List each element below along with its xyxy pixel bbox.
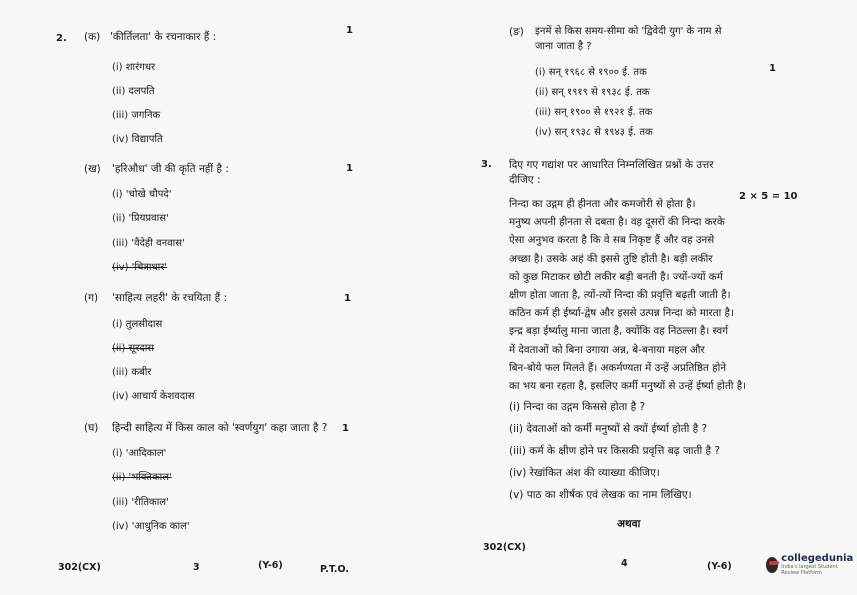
option: (iii) जगनिक: [112, 110, 161, 121]
passage-line: निन्दा का उद्गम ही हीनता और कमजोरी से होता है।: [509, 198, 696, 210]
question-text: 'हरिऔध' जी की कृति नहीं है :: [112, 163, 229, 175]
option: (i) तुलसीदास: [112, 319, 163, 330]
question-text: हिन्दी साहित्य में किस काल को 'स्वर्णयुग' कहा जाता है ?: [112, 422, 328, 434]
sub-question: (iii) कर्म के क्षीण होने पर किसकी प्रवृत्ति बढ़ जाती है ?: [509, 445, 721, 457]
marks: 1: [769, 63, 776, 74]
passage-line: में देवताओं को बिना उगाया अन्न, बे-बनाया महल और: [509, 343, 705, 356]
option: (iv) आचार्य केशवदास: [112, 391, 195, 402]
question-text: 'कीर्तिलता' के रचनाकार हैं :: [110, 31, 217, 43]
exam-page-3: [0, 0, 421, 595]
mascot-icon: [766, 557, 778, 573]
marks: 2 × 5 = 10: [739, 191, 798, 202]
option: (iv) 'चित्राधार': [112, 262, 168, 273]
question-number: 2.: [56, 33, 67, 44]
collegedunia-logo: [766, 553, 857, 576]
question-text: जाना जाता है ?: [535, 41, 592, 52]
part-label: (ग): [84, 292, 99, 304]
option: (ii) सूरदास: [112, 343, 155, 354]
logo-tagline: India's largest Student Review Platform: [781, 564, 838, 576]
option: (iv) विद्यापति: [112, 134, 163, 145]
passage-line: कठिन कर्म ही ईर्ष्या-द्वेष और इससे उत्पन्न निन्दा को मारता है।: [509, 307, 734, 320]
instruction: दिए गए गद्यांश पर आधारित निम्नलिखित प्रश्नों के उत्तर: [509, 159, 714, 171]
sub-question: (v) पाठ का शीर्षक एवं लेखक का नाम लिखिए।: [509, 489, 692, 501]
series-code: (Y-6): [258, 560, 283, 571]
question-text: 'साहित्य लहरी' के रचयिता हैं :: [112, 292, 228, 304]
option: (i) 'आदिकाल': [112, 448, 167, 459]
option: (iii) 'वैदेही वनवास': [112, 238, 185, 249]
instruction: दीजिए :: [509, 174, 541, 186]
passage-line: ऐसा अनुभव करता है कि वे सब निकृष्ट हैं और वह उनसे: [509, 234, 715, 247]
marks: 1: [342, 423, 349, 434]
marks: 1: [346, 163, 353, 174]
part-label: (ख): [84, 163, 101, 175]
question-text: इनमें से किस समय-सीमा को 'द्विवेदी युग' के नाम से: [535, 26, 722, 37]
part-label: (घ): [84, 422, 99, 434]
option: (ii) दलपति: [112, 86, 155, 97]
passage-line: क्षीण होता जाता है, त्यों-त्यों निन्दा की प्रवृत्ति बढ़ती जाती है।: [509, 289, 731, 301]
option: (i) सन् १९६८ से १९०० ई. तक: [535, 67, 647, 78]
option: (ii) 'प्रियप्रवास': [112, 213, 169, 224]
passage-line: इन्द्र बड़ा ईर्ष्यालु माना जाता है, क्योंकि वह निठल्ला है। स्वर्ग: [509, 325, 729, 338]
passage-line: अच्छा है। उसके अहं की इससे तुष्टि होती है। बड़ी लकीर: [509, 252, 713, 265]
sub-question: (iv) रेखांकित अंश की व्याख्या कीजिए।: [509, 467, 660, 479]
sub-question: (i) निन्दा का उद्गम किससे होता है ?: [509, 401, 646, 413]
paper-code: 302(CX): [483, 542, 526, 553]
question-number: 3.: [481, 159, 492, 170]
marks: 1: [344, 293, 351, 304]
part-label: (ङ): [509, 26, 524, 38]
option: (i) शारंगधर: [112, 62, 156, 73]
part-label: (क): [84, 31, 101, 43]
option: (iii) सन् १९०० से १९२१ ई. तक: [535, 107, 653, 118]
passage-line: मनुष्य अपनी हीनता से दबता है। वह दूसरों की निन्दा करके: [509, 216, 725, 229]
option: (ii) 'भक्तिकाल': [112, 472, 172, 483]
option: (iii) 'रीतिकाल': [112, 497, 169, 508]
option: (i) 'चोखे चौपदे': [112, 189, 172, 200]
page-number: 3: [193, 562, 200, 573]
option: (iv) सन् १९३८ से १९४३ ई. तक: [535, 127, 653, 138]
passage-line: को कुछ मिटाकर छोटी लकीर बड़ी बनती है। ज्यों-ज्यों कर्म: [509, 270, 723, 283]
option: (iii) कबीर: [112, 367, 152, 378]
option: (ii) सन् १९१९ से १९३८ ई. तक: [535, 87, 650, 98]
sub-question: (ii) देवताओं को कर्मी मनुष्यों से क्यों ईर्ष्या होती है ?: [509, 423, 708, 435]
paper-code: 302(CX): [58, 562, 101, 573]
passage-line: का भय बना रहता है, इसलिए कर्मी मनुष्यों से उन्हें ईर्ष्या होती है।: [509, 380, 747, 392]
page-number: 4: [621, 558, 628, 569]
series-code: (Y-6): [707, 561, 732, 572]
pto-label: P.T.O.: [320, 564, 349, 575]
exam-page-4: [421, 0, 842, 595]
passage-line: बिन-बोये फल मिलते हैं। अकर्मण्यता में उन्हें अप्रतिष्ठित होने: [509, 361, 727, 374]
or-label: अथवा: [617, 518, 641, 530]
option: (iv) 'आधुनिक काल': [112, 521, 190, 532]
logo-name: collegedunia: [781, 553, 854, 564]
marks: 1: [346, 25, 353, 36]
